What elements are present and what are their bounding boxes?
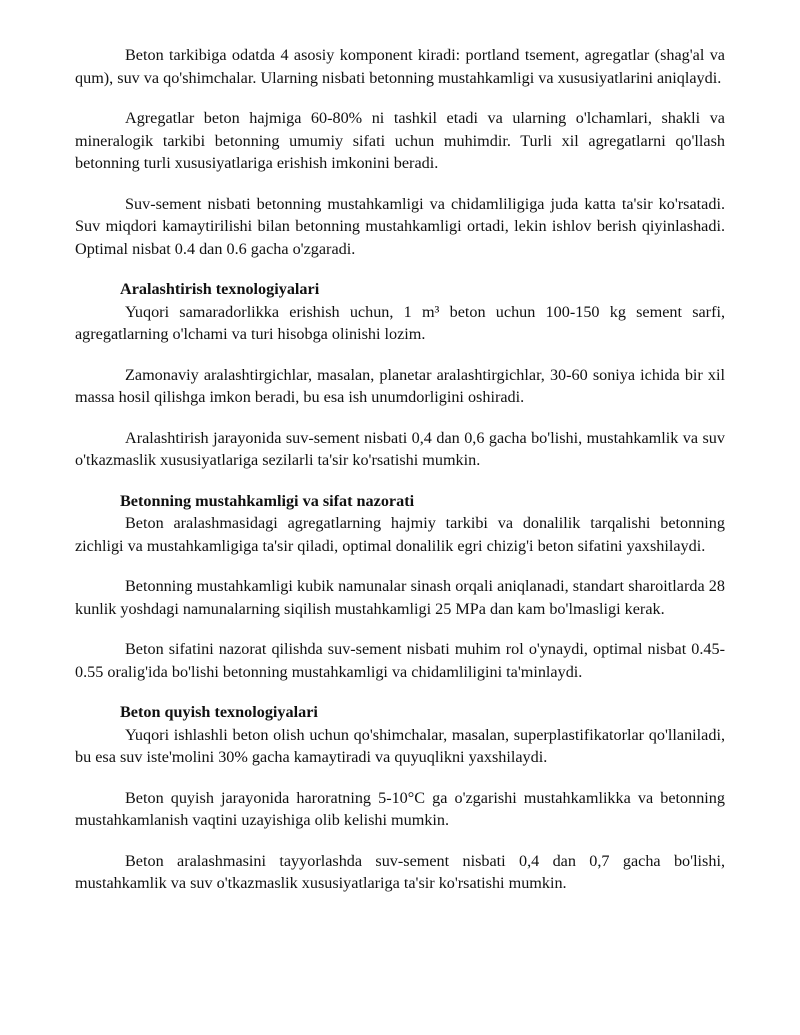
document-page	[75, 44, 725, 913]
paragraph-cement-consumption: Yuqori samaradorlikka erishish uchun, 1 m³ beton uchun 100-150 kg sement sarfi, agregatlarning o'lchami va turi hisobga olinishi lozim.	[75, 302, 725, 343]
paragraph-concrete-components: Beton tarkibiga odatda 4 asosiy komponent kiradi: portland tsement, agregatlar (shag'al va qum), suv va qo'shimchalar. Ularning nisbati betonning mustahkamligi va xususiyatlarini aniqlaydi.	[75, 46, 725, 87]
paragraph-modern-mixers: Zamonaviy aralashtirgichlar, masalan, planetar aralashtirgichlar, 30-60 soniya ichida bir xil massa hosil qilishga imkon beradi, bu esa ish unumdorligini oshiradi.	[75, 365, 725, 406]
paragraph-preparation-ratio: Beton aralashmasini tayyorlashda suv-sement nisbati 0,4 dan 0,7 gacha bo'lishi, mustahkamlik va suv o'tkazmaslik xususiyatlariga ta'sir ko'rsatishi mumkin.	[75, 851, 725, 892]
paragraph-quality-control: Beton sifatini nazorat qilishda suv-sement nisbati muhim rol o'ynaydi, optimal nisbat 0.45-0.55 oralig'ida bo'lishi betonning mustahkamligi va chidamliligini ta'minlaydi.	[75, 640, 725, 681]
paragraph-mixing-ratio: Aralashtirish jarayonida suv-sement nisbati 0,4 dan 0,6 gacha bo'lishi, mustahkamlik va suv o'tkazmaslik xususiyatlariga sezilarli ta'sir ko'rsatishi mumkin.	[75, 428, 725, 469]
paragraph-aggregates: Agregatlar beton hajmiga 60-80% ni tashkil etadi va ularning o'lchamlari, shakli va mineralogik tarkibi betonning umumiy sifati uchun muhimdir. Turli xil agregatlarni qo'llash betonning turli xususiyatlariga erishish imkonini beradi.	[75, 109, 725, 172]
paragraph-cube-testing: Betonning mustahkamligi kubik namunalar sinash orqali aniqlanadi, standart sharoitlarda 28 kunlik yoshdagi namunalarning siqilish mustahkamligi 25 MPa dan kam bo'lmasligi kerak.	[75, 577, 725, 618]
section-heading-pouring: Beton quyish texnologiyalari	[120, 703, 318, 721]
paragraph-water-cement-ratio: Suv-sement nisbati betonning mustahkamligi va chidamliligiga juda katta ta'sir ko'rsatadi. Suv miqdori kamaytirilishi bilan betonning mustahkamligi ortadi, lekin ishlov berish qiyinlashadi. Optimal nisbat 0.4 dan 0.6 gacha o'zgaradi.	[75, 194, 725, 258]
paragraph-temperature-effect: Beton quyish jarayonida haroratning 5-10°C ga o'zgarishi mustahkamlikka va betonning mustahkamlanish vaqtini uzayishiga olib kelishi mumkin.	[75, 788, 725, 829]
section-heading-mixing: Aralashtirish texnologiyalari	[120, 280, 320, 298]
paragraph-aggregate-grading: Beton aralashmasidagi agregatlarning hajmiy tarkibi va donalilik tarqalishi betonning zichligi va mustahkamligiga ta'sir qiladi, optimal donalilik egri chizig'i beton sifatini yaxshilaydi.	[75, 514, 725, 555]
section-heading-strength-quality: Betonning mustahkamligi va sifat nazorati	[120, 491, 415, 510]
paragraph-superplasticizers: Yuqori ishlashli beton olish uchun qo'shimchalar, masalan, superplastifikatorlar qo'llaniladi, bu esa suv iste'molini 30% gacha kamaytiradi va quyuqlikni yaxshilaydi.	[75, 725, 725, 766]
